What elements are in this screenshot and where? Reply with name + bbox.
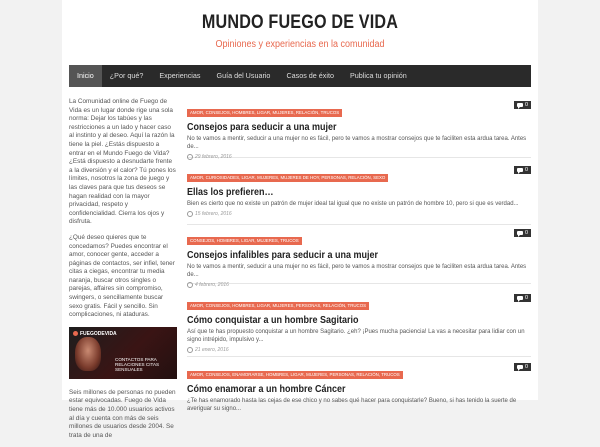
comment-icon [517,103,523,107]
post-tags[interactable]: AMOR, CONSEJOS, ENAMORARSE, HOMBRES, LIGAR, MUJERES, PERSONAS, RELACIÓN, TRUCOS [187,371,403,379]
nav-item-casos-de-exito[interactable]: Casos de éxito [286,71,334,80]
nav-item-publica-tu-opinion[interactable]: Publica tu opinión [349,71,407,80]
nav-item-por-que[interactable]: ¿Por qué? [109,71,144,80]
post-date-value: 29 febrero, 2016 [195,154,232,160]
post-title[interactable]: Cómo conquistar a un hombre Sagitario [187,315,359,326]
ad-photo [75,337,101,371]
comment-count[interactable] [514,229,531,237]
post-date [187,282,531,288]
post-tags[interactable]: CONSEJOS, HOMBRES, LIGAR, MUJERES, TRUCOS [187,237,302,245]
post-item [187,363,531,412]
comment-icon [517,365,523,369]
comment-count-value: 0 [524,230,528,236]
comment-count[interactable] [514,363,531,371]
post-tags[interactable]: AMOR, CONSEJOS, HOMBRES, LIGAR, MUJERES, RELACIÓN, TRUCOS [187,109,342,117]
post-item [187,166,531,225]
site-title[interactable]: MUNDO FUEGO DE VIDA [201,12,399,33]
post-excerpt: Bien es cierto que no existe un patrón de mujer ideal tal igual que no existe un patrón de hombre 10, pero si que es verdad... [187,201,519,207]
page [62,0,538,439]
post-excerpt: No te vamos a mentir, seducir a una mujer no es fácil, pero te vamos a mostrar consejos que te faciliten esta ardua tarea. Antes de... [187,136,527,150]
comment-count-value: 0 [524,167,528,173]
post-date [187,154,531,160]
sidebar [69,98,177,447]
comment-count-value: 0 [524,364,528,370]
site-header [62,0,538,64]
post-item [187,229,531,288]
nav-item-inicio[interactable]: Inicio [69,65,102,87]
comment-count[interactable] [514,101,531,109]
post-title[interactable]: Consejos infalibles para seducir a una mujer [187,250,379,261]
clock-icon [187,282,193,288]
post-date [187,347,531,353]
ad-logo: FUEGODEVIDA [73,330,117,339]
sidebar-ad-banner[interactable] [69,327,177,379]
clock-icon [187,211,193,217]
post-tags[interactable]: AMOR, CURIOSIDADES, LIGAR, MUJERES, MUJERES DE HOY, PERSONAS, RELACIÓN, SEXO [187,174,388,182]
nav-item-experiencias[interactable]: Experiencias [159,71,201,80]
comment-count-value: 0 [524,295,528,301]
comment-icon [517,296,523,300]
comment-icon [517,231,523,235]
comment-count[interactable] [514,294,531,302]
post-title[interactable]: Cómo enamorar a un hombre Cáncer [187,384,346,395]
main-nav [69,65,531,87]
post-excerpt: No te vamos a mentir, seducir a una mujer no es fácil, pero te vamos a mostrar consejos que te faciliten esta ardua tarea. Antes de... [187,264,527,278]
post-date [187,211,531,217]
post-list [187,101,531,412]
post-item [187,294,531,357]
post-tags[interactable]: AMOR, CONSEJOS, HOMBRES, LIGAR, MUJERES, PERSONAS, RELACIÓN, TRUCOS [187,302,369,310]
comment-count-value: 0 [524,102,528,108]
post-title[interactable]: Consejos para seducir a una mujer [187,122,337,133]
comment-icon [517,168,523,172]
sidebar-intro-text: La Comunidad online de Fuego de Vida es un lugar donde rige una sola norma: Dejar los tabúes y las restricciones a un lado y hacer caso al instinto y al deseo. Aquí la razón la tiene la piel. ¿Estás dispuesto a entrar en el Mundo Fuego de Vida? ¿Está dispuesto a desnudarte frente a la diversión y el calor? Tú pones los límites, nosotros la zona de juego y las claves para que tus deseos se hagan realidad con la mayor privacidad, respeto y confidencialidad. Cierra los ojos y disfruta. [69,98,176,226]
ad-text: CONTACTOS PARA RELACIONES CITAS SENSUALES [115,356,160,373]
post-date-value: 21 enero, 2016 [195,347,229,353]
post-title[interactable]: Ellas los prefieren… [187,187,274,198]
post-date-value: 4 febrero, 2016 [195,282,229,288]
site-tagline: Opiniones y experiencias en la comunidad [215,39,385,50]
post-date-value: 15 febrero, 2016 [195,211,232,217]
sidebar-desire-text: ¿Qué deseo quieres que te concedamos? Puedes encontrar el amor, conocer gente, acceder a páginas de contactos, ser infiel, tener citas a ciegas, encontrar tu media naranja, buscar otros singles o parejas, affaires sin compromiso, swingers, o sencillamente buscar sexo gratis. Fácil y sencillo. Sin complicaciones, ni ataduras. [69,233,175,319]
clock-icon [187,154,193,160]
comment-count[interactable] [514,166,531,174]
nav-item-guia-del-usuario[interactable]: Guía del Usuario [216,71,271,80]
post-excerpt: Así que te has propuesto conquistar a un hombre Sagitario. ¿eh? ¡Pues mucha paciencia! La vas a necesitar para lidiar con un signo intrépido, impulsivo y... [187,329,525,343]
post-item [187,101,531,158]
post-excerpt: ¿Te has enamorado hasta las cejas de ese chico y no sabes qué hacer para conquistarle? Bueno, si has tenido la suerte de averiguar su signo... [187,398,517,412]
clock-icon [187,347,193,353]
sidebar-stats-text: Seis millones de personas no pueden estar equivocadas. Fuego de Vida tiene más de 10.000 usuarios activos al día y cuenta con más de seis millones de usuarios desde 2004. Se trata de una de [69,388,176,439]
